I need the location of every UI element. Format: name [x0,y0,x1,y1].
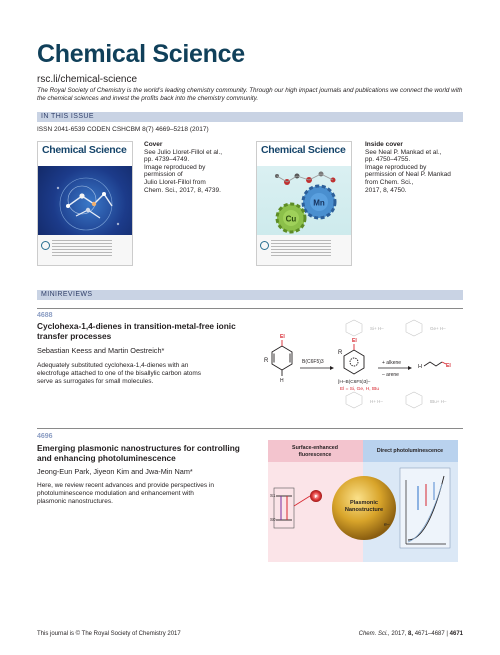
panel-heading: fluorescence [298,452,332,458]
cover-caption-line: pp. 4750–4755. [365,156,411,164]
cover-header [257,142,351,166]
abstract-line: serve as surrogates for small molecules. [37,377,154,385]
footer-copyright: This journal is © The Royal Society of Chemistry 2017 [37,631,181,637]
section-bar-in-this-issue [37,112,463,122]
electrofuge-definition: El = Si, Ge, H, tBu [340,387,380,392]
journal-title: Chemical Science [37,40,245,68]
rsc-logo-icon [41,241,50,250]
cover-caption-line: from Chem. Sci., [365,178,414,186]
rsc-logo-icon [260,241,269,250]
title-line: transfer processes [37,330,112,341]
cover-caption [144,141,254,194]
footer-year: 2017, [391,631,407,637]
footer-volume: 8, [408,631,414,637]
center-label: Nanostructure [344,507,384,513]
cover-caption-line: See Neal P. Mankad et al., [365,148,442,156]
footer-journal: Chem. Sci., [358,631,390,637]
borohydride-anion: [H–B(C6F5)3]– [338,380,371,385]
hydrogen-label: H [280,378,284,384]
cation-label: H+ H– [370,399,383,404]
borane-reagent: B(C6F5)3 [302,359,324,365]
minus-arene: – arene [382,372,399,378]
substituent-label: R [264,358,269,364]
divider [37,308,463,309]
rsc-blurb: The Royal Society of Chemistry is the world’s leading chemistry community. Through our high impact journals and publications we connect the world with the chemical sciences and invest the profits back into the chemistry community. [37,87,463,103]
cover-caption-line: Julio Lloret-Fillol from [144,178,206,186]
title-line: Emerging plasmonic nanostructures for controlling [37,443,240,453]
hydrogen-label: H [418,364,422,370]
issn-line: ISSN 2041-6539 CODEN CSHCBM 8(7) 4669–5218 (2017) [37,126,209,133]
cover-caption-line: permission of Neal P. Mankad [365,171,451,179]
fluorophore-label: F [314,494,318,499]
cover-caption-line: Image reproduced by [365,163,427,171]
abstract-line: photoluminescence modulation and enhancement with [37,489,194,497]
article-authors: Jeong-Eun Park, Jiyeon Kim and Jwa-Min Nam* [37,467,193,476]
title-line: Cyclohexa-1,4-dienes in transition-metal-free ionic [37,321,236,331]
article-title[interactable] [37,444,255,463]
cation-label: tBu+ H– [430,399,447,404]
panel-heading: Surface-enhanced [292,445,338,451]
cover-text-lines [271,240,331,258]
cover-caption-line: See Julio Lloret-Fillol et al., [144,148,223,156]
title-line: and enhancing photoluminescence [37,452,176,463]
cover-header [38,142,132,166]
cover-caption-line: permission of [144,171,183,179]
cover-image [37,141,133,266]
cover-molecule-illustration [38,166,133,238]
cover-footer [257,235,351,265]
footer-citation [359,631,463,637]
toc-graphic-plasmonic [268,440,458,562]
cover-title: Chemical Science [261,144,346,156]
cation-label: Si+ H– [370,326,384,331]
cover-text-lines [52,240,112,258]
footer-pages: 4671–4687 [414,631,445,637]
article-page-number: 4696 [37,433,53,440]
cover-title: Chemical Science [42,144,127,156]
cover-gears-illustration [257,166,352,238]
svg-text:Cu: Cu [285,214,297,224]
abstract-line: electrofuge attached to one of the bisallylic carbon atoms [37,369,202,377]
cover-caption-line: 2017, 8, 4750. [365,186,407,194]
article-abstract [37,482,249,505]
state-label: S0 [270,517,276,522]
substituent-label: R [338,350,343,356]
panel-heading: Direct photoluminescence [376,448,444,454]
svg-text:Mn: Mn [313,198,325,208]
article-abstract [37,362,249,385]
cover-caption-line: pp. 4739–4749. [144,156,190,164]
cover-caption-line: Chem. Sci., 2017, 8, 4739. [144,186,221,194]
electrofuge-label: El [352,338,357,344]
plus-alkene: + alkene [382,360,402,366]
section-bar-minireviews [37,290,463,300]
article-authors: Sebastian Keess and Martin Oestreich* [37,346,165,355]
cover-label: Inside cover [365,141,403,148]
cover-label: Cover [144,141,163,148]
toc-graphic-cyclohexadiene [258,310,463,422]
article-title[interactable] [37,322,255,341]
divider [37,428,463,429]
cover-caption-line: Image reproduced by [144,163,206,171]
journal-url[interactable]: rsc.li/chemical-science [37,74,138,85]
abstract-line: Here, we review recent advances and provide perspectives in [37,482,215,489]
footer-separator: | [446,631,448,637]
cation-label: Ge+ H– [430,326,446,331]
electrofuge-label: El [446,363,451,369]
inside-cover-caption [365,141,475,194]
electrofuge-label: El [280,334,285,340]
center-label: Plasmonic [350,500,378,506]
electron-label: e– [384,522,390,528]
inside-cover-image [256,141,352,266]
cover-footer [38,235,132,265]
abstract-line: Adequately substituted cyclohexa-1,4-dienes with an [37,362,189,369]
article-page-number: 4688 [37,312,53,319]
section-label: IN THIS ISSUE [41,113,94,120]
section-label: MINIREVIEWS [41,291,93,298]
abstract-line: plasmonic nanostructures. [37,497,113,505]
state-label: S1 [270,493,276,498]
footer-page-number: 4671 [449,631,463,637]
